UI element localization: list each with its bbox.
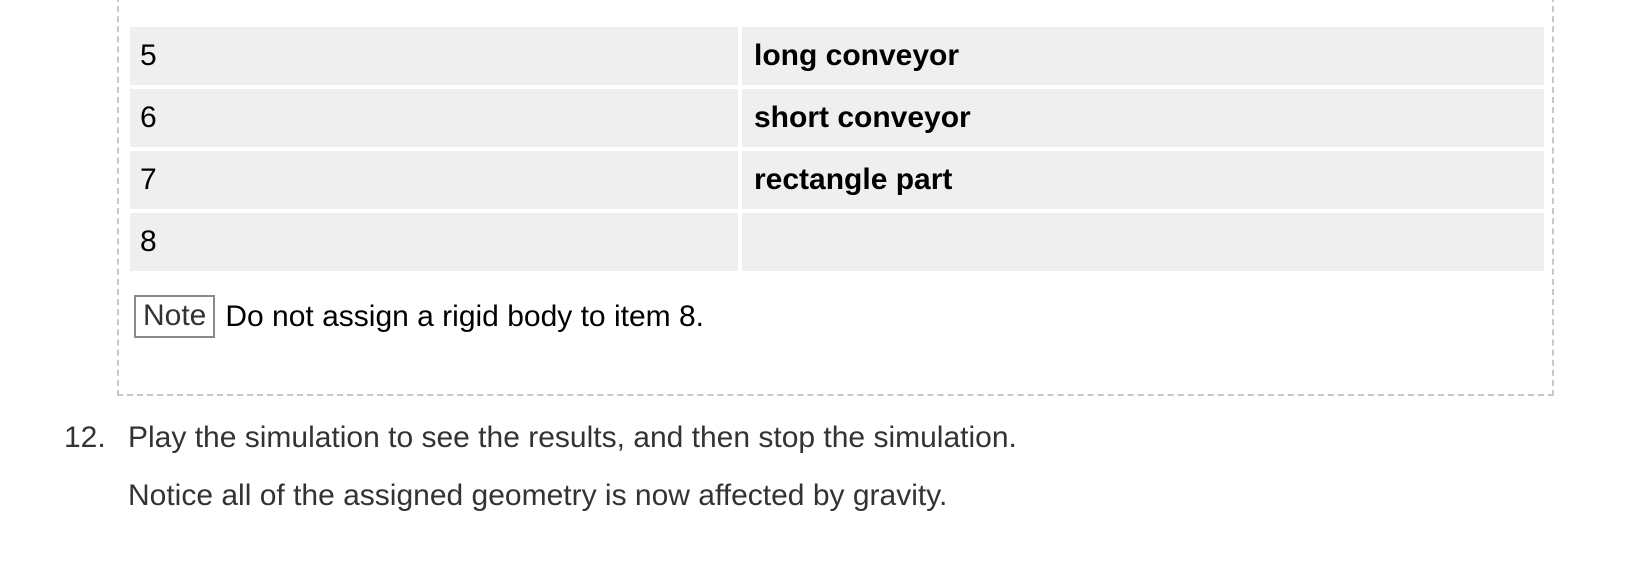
- table-row: [130, 213, 1544, 271]
- table-row: [130, 151, 1544, 209]
- item-number: 8: [130, 213, 742, 271]
- item-number: 7: [130, 151, 742, 209]
- step-body: [128, 421, 1017, 513]
- table-row: [130, 27, 1544, 85]
- step-number: 12.: [64, 421, 106, 454]
- item-name: rectangle part: [742, 151, 1544, 209]
- note-badge: Note: [134, 295, 215, 338]
- item-name: [742, 213, 1544, 271]
- note: [134, 295, 704, 338]
- item-name: long conveyor: [742, 27, 1544, 85]
- item-number: 5: [130, 27, 742, 85]
- note-text: Do not assign a rigid body to item 8.: [225, 299, 704, 333]
- step-instruction: Play the simulation to see the results, and then stop the simulation.: [128, 421, 1017, 454]
- item-table: [130, 23, 1544, 275]
- step-detail: Notice all of the assigned geometry is now affected by gravity.: [128, 479, 948, 512]
- item-number: 6: [130, 89, 742, 147]
- item-name: short conveyor: [742, 89, 1544, 147]
- step-item: [64, 421, 1017, 513]
- table-row: [130, 89, 1544, 147]
